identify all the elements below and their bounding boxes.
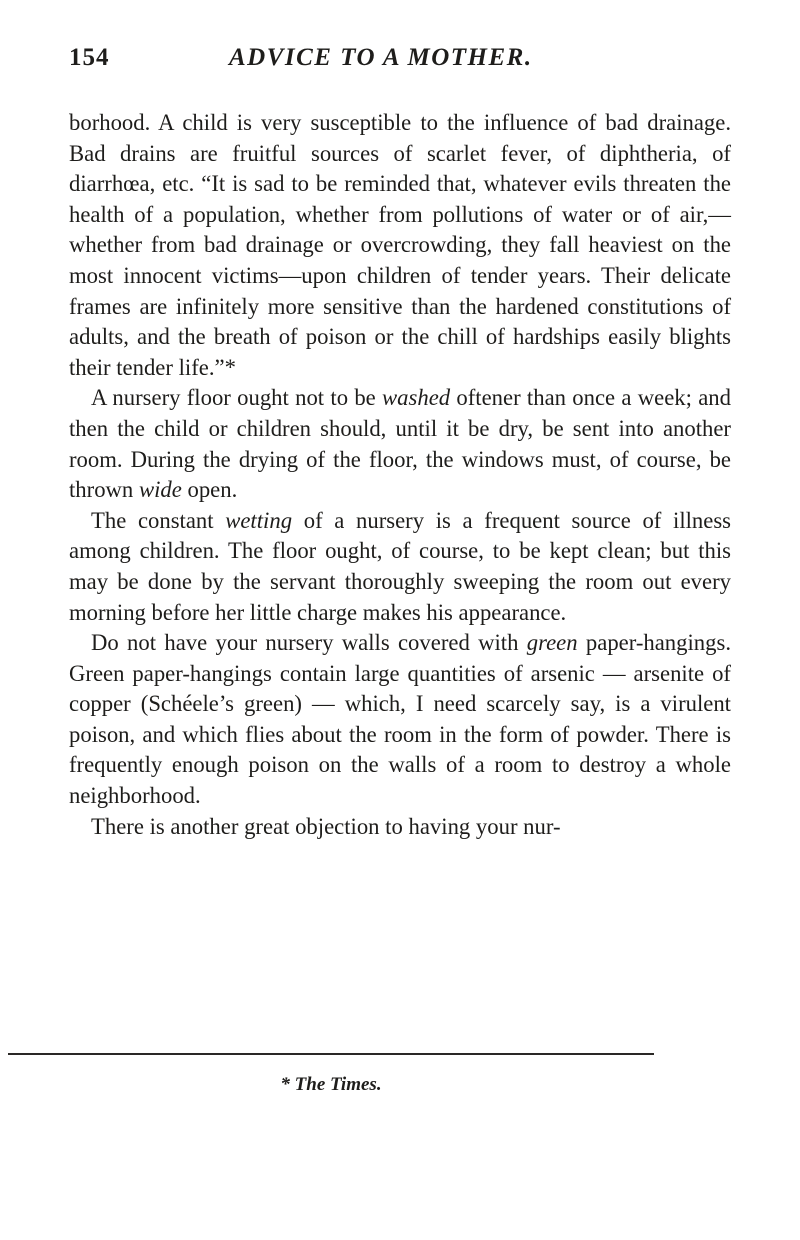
emphasis-text: wide (138, 477, 182, 503)
paragraph-text: oftener than once a week; and then the child or children should, until it be dry, be sent into another room. During the drying of the floor, the windows must, of course, be thrown (69, 385, 731, 503)
paragraph-text: There is another great objection to having your nur- (91, 813, 561, 839)
paragraph-text: Do not have your nursery walls covered with (91, 630, 527, 656)
body-text (69, 108, 731, 842)
book-page (69, 44, 731, 842)
page-number: 154 (69, 44, 110, 71)
footnote-rule (8, 1053, 654, 1055)
emphasis-text: washed (382, 385, 451, 411)
emphasis-text: green (526, 630, 578, 656)
paragraph (69, 628, 731, 812)
paragraph-text: paper-hangings. Green paper-hangings contain large quantities of arsenic — arsenite of copper (Schéele’s green) — which, I need scarcely say, is a virulent poison, and which flies about the room in the form of powder. There is frequently enough poison on the walls of a room to destroy a whole neighborhood. (69, 630, 731, 809)
paragraph-text: The constant (91, 507, 226, 533)
page-header (69, 44, 731, 80)
paragraph-text: open. (181, 477, 238, 503)
paragraph (69, 506, 731, 628)
paragraph (69, 108, 731, 383)
paragraph (69, 812, 731, 843)
paragraph (69, 383, 731, 505)
paragraph-text: borhood. A child is very susceptible to the influence of bad drainage. Bad drains are fruitful sources of scarlet fever, of diphtheria, of diarrhœa, etc. “It is sad to be reminded that, whatever evils threaten the health of a population, whether from pollutions of water or of air,—whether from bad drainage or overcrowding, they fall heaviest on the most innocent victims—upon children of tender years. Their delicate frames are infinitely more sensitive than the hardened constitutions of adults, and the breath of poison or the chill of hardships easily blights their tender life.”* (69, 110, 731, 380)
emphasis-text: wetting (225, 507, 293, 533)
paragraph-text: A nursery floor ought not to be (91, 385, 383, 411)
paragraph-text: of a nursery is a frequent source of illness among children. The floor ought, of course, to be kept clean; but this may be done by the servant thoroughly sweeping the room out every morning before her little charge makes his appearance. (69, 507, 731, 625)
running-head: ADVICE TO A MOTHER. (229, 44, 533, 71)
footnote: * The Times. (280, 1074, 382, 1095)
